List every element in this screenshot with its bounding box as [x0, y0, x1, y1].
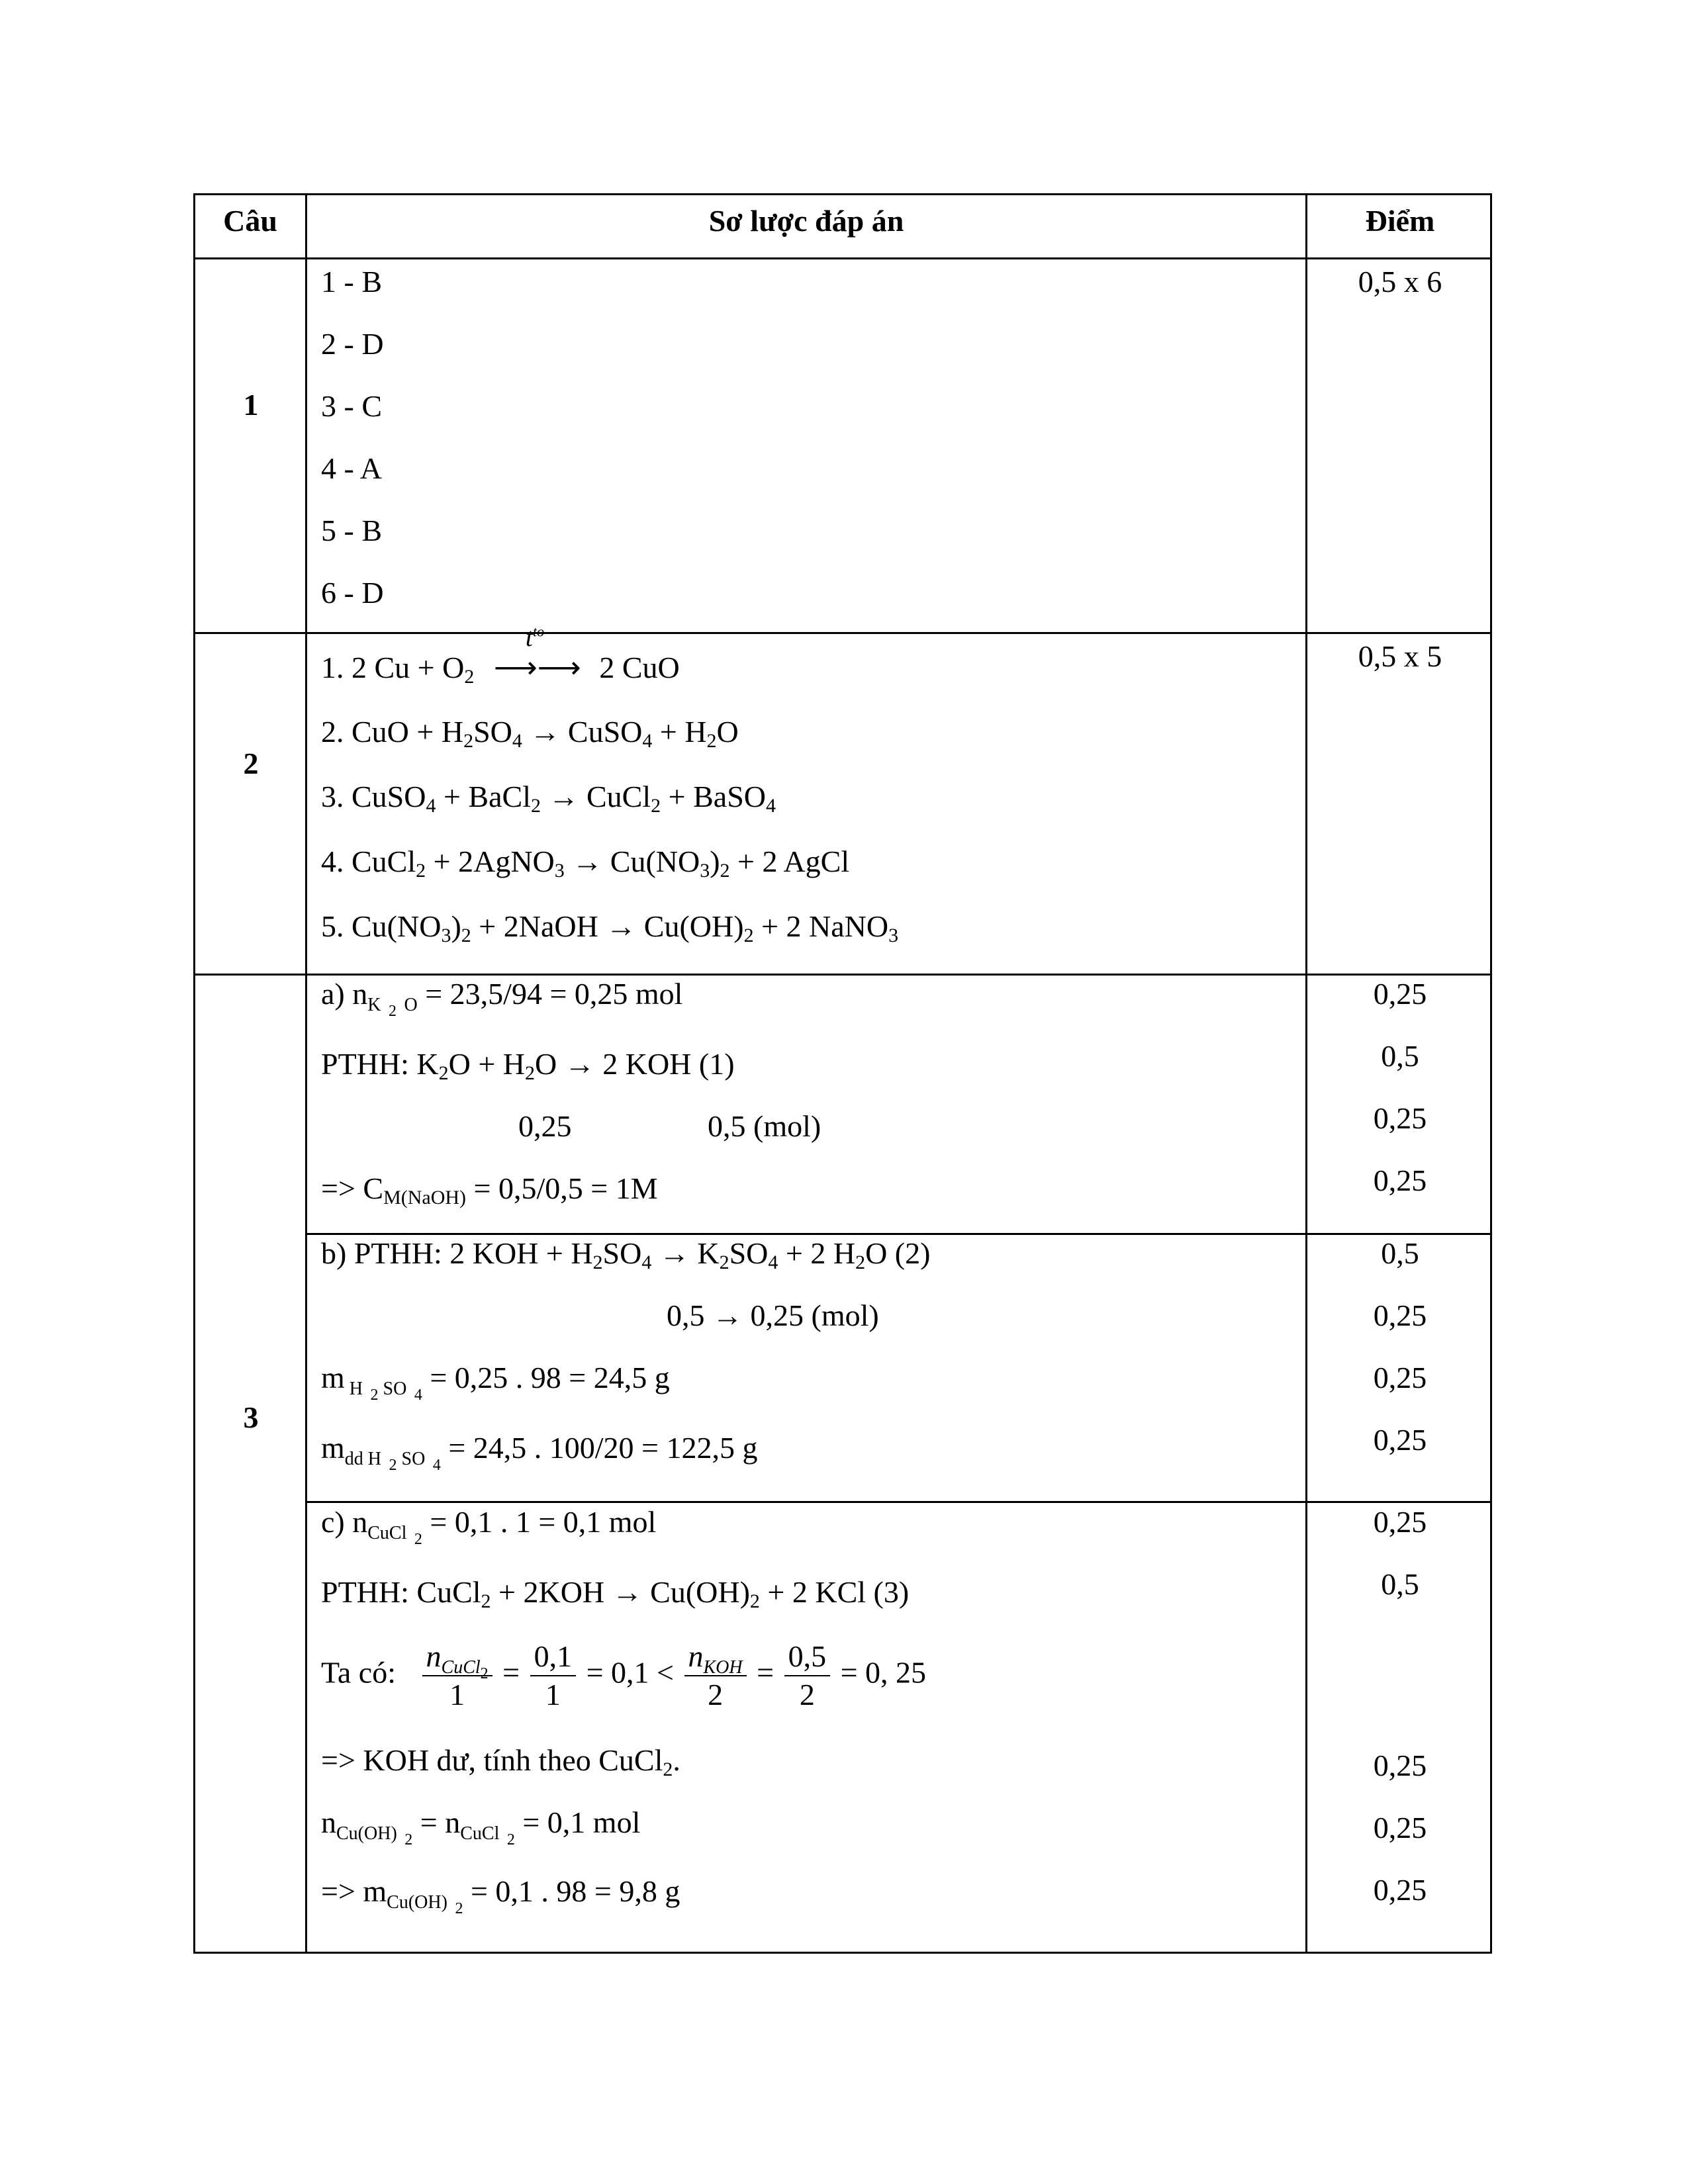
answer-line: 2 - D	[321, 327, 384, 361]
score: 0,5	[1381, 1567, 1419, 1601]
header-cau: Câu	[223, 204, 277, 238]
solution-line: PTHH: CuCl$_2$ + $2KOH \to Cu(OH)_2 + 2$ KCl (3)	[321, 1575, 910, 1612]
row-divider	[195, 974, 1490, 976]
score: 0,25	[1373, 1505, 1427, 1539]
equation-line: 4. CuCl$_2$ + 2AgNO$_3$ → $Cu(NO_3)_2 + 2$ AgCl	[321, 844, 850, 882]
answer-key-table	[193, 193, 1492, 1954]
solution-line: => $m_{Cu(OH)}$ $_2$ = 0,1 . 98 = 9,8 g	[321, 1874, 680, 1917]
row-divider	[195, 632, 1490, 634]
row-divider	[305, 1501, 1490, 1503]
equation-line: 2. CuO + $H_2SO_4$ → CuSO$_4$ + $H_2O$	[321, 715, 739, 752]
header-diem: Điểm	[1365, 204, 1435, 238]
solution-line: $n_{Cu(OH)}$ $_2 = n_{CuCl}$ $_2$ = 0,1 mol	[321, 1805, 641, 1848]
column-divider	[1305, 195, 1307, 1952]
solution-line: => $C_{M(NaOH)} = 0,5/0,5 = 1M$	[321, 1171, 658, 1208]
solution-line: m $_H$ $_2$ $_{SO}$ $_4$ = 0,25 . 98 = 24,5 g	[321, 1361, 670, 1404]
answer-line: 6 - D	[321, 576, 384, 610]
equation-line: 5. $Cu(NO_3)_2$ + 2NaOH → $Cu(OH)_2 + 2$ NaNO$_3$	[321, 909, 899, 946]
mol-value: 0,5 (mol)	[708, 1109, 821, 1143]
header-dap-an: Sơ lược đáp án	[708, 204, 904, 238]
score: 0,5 x 6	[1358, 265, 1442, 298]
solution-line: => KOH dư, tính theo CuCl$_2$.	[321, 1743, 680, 1780]
score: 0,25	[1373, 1163, 1427, 1197]
ratio-comparison: Ta có: $\frac{n_{CuCl2}}{1}$ = $\frac{0,1}{1}$ = 0,1 < $\frac{n_{KOH}}{2}$ = $\frac{0,5}{2}$ = 0, 25	[321, 1639, 927, 1711]
question-number-1: 1	[243, 388, 259, 422]
score: 0,5 x 5	[1358, 639, 1442, 673]
column-divider	[305, 195, 307, 1952]
solution-line: a) $n_K$ $_2$ $_O$ = 23,5/94 = 0,25 mol	[321, 977, 683, 1020]
answer-line: 1 - B	[321, 265, 382, 298]
equation-line: 1. 2 $Cu + O_2$ $t^{to}$ ⟶⟶ 2 CuO	[321, 622, 680, 688]
answer-line: 3 - C	[321, 389, 382, 423]
question-number-2: 2	[243, 747, 259, 780]
solution-line: b) PTHH: 2 KOH + $H_2SO_4 \to K_2SO_4 + 2$ $H_2O$ (2)	[321, 1236, 931, 1273]
score: 0,5	[1381, 1236, 1419, 1270]
score: 0,25	[1373, 1423, 1427, 1457]
score: 0,25	[1373, 1749, 1427, 1782]
score: 0,25	[1373, 1298, 1427, 1332]
heat-arrow-icon: $t^{to}$ ⟶⟶	[493, 622, 581, 684]
row-divider	[305, 1233, 1490, 1235]
question-number-3: 3	[243, 1400, 259, 1434]
answer-line: 4 - A	[321, 451, 382, 485]
solution-line: $m_{dd H}$ $_2$ $_{SO}$ $_4$ = 24,5 . 100/20 = 122,5 g	[321, 1431, 758, 1474]
solution-line: PTHH: $K_2O + H_2O \to 2$ KOH (1)	[321, 1047, 735, 1084]
answer-line: 5 - B	[321, 514, 382, 547]
score: 0,25	[1373, 1101, 1427, 1135]
mol-value: 0,5 → 0,25 (mol)	[667, 1298, 879, 1332]
score: 0,25	[1373, 1873, 1427, 1907]
solution-line: c) $n_{CuCl}$ $_2$ = 0,1 . 1 = 0,1 mol	[321, 1505, 657, 1548]
score: 0,25	[1373, 1361, 1427, 1394]
equation-line: 3. CuSO$_4$ + BaCl$_2$ → CuCl$_2$ + BaSO$_4$	[321, 780, 776, 817]
score: 0,25	[1373, 1811, 1427, 1844]
mol-value: 0,25	[518, 1109, 572, 1143]
score: 0,25	[1373, 977, 1427, 1011]
score: 0,5	[1381, 1039, 1419, 1073]
row-divider	[195, 257, 1490, 259]
